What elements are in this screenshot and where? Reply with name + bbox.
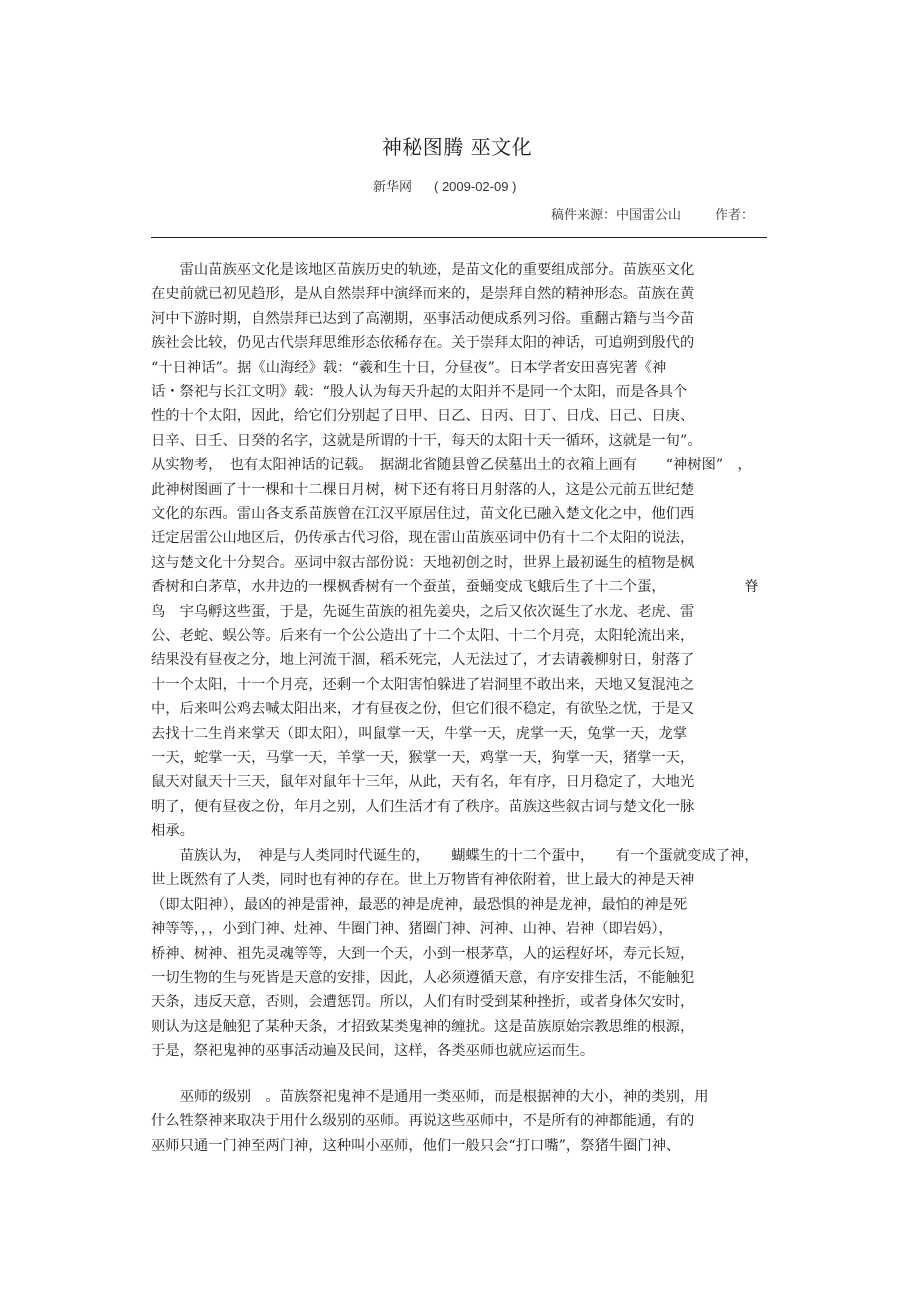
paragraph-line: 中，后来叫公鸡去喊太阳出来，才有昼夜之份，但它们很不稳定，有欲坠之忧，于是又 <box>151 701 695 718</box>
source-site: 新华网 <box>373 180 413 195</box>
paragraph-line: 日辛、日壬、日癸的名字，这就是所谓的十干，每天的太阳十天一循环，这就是一旬”。 <box>151 432 702 449</box>
paragraph-line: 鸟 宇乌孵这些蛋，于是，先诞生苗族的祖先姜央，之后又依次诞生了水龙、老虎、雷 <box>151 603 695 620</box>
paragraph-line: 这与楚文化十分契合。巫词中叙古部份说：天地初创之时，世界上最初诞生的植物是枫 <box>151 554 695 571</box>
paragraph-line: 河中下游时期，自然崇拜已达到了高潮期，巫事活动便成系列习俗。重翻古籍与当今苗 <box>151 310 695 327</box>
paragraph-line: 公、老蛇、蜈公等。后来有一个公公造出了十二个太阳、十二个月亮，太阳轮流出来， <box>151 628 695 644</box>
paragraph-line: 相承。 <box>151 823 194 840</box>
paragraph-line: 迁定居雷公山地区后，仍传承古代习俗，现在雷山苗族巫词中仍有十二个太阳的说法， <box>151 530 695 547</box>
paragraph-line: 神等等，，，小到门神、灶神、牛圈门神、猪圈门神、河神、山神、岩神（即岩妈）， <box>151 921 673 938</box>
source-label: 稿件来源：中国雷公山 <box>551 208 682 223</box>
paragraph-line: 则认为这是触犯了某种天条，才招致某类鬼神的缠扰。这是苗族原始宗教思维的根源， <box>151 1018 695 1035</box>
paragraph-line: 世上既然有了人类，同时也有神的存在。世上万物皆有神依附着，世上最大的神是天神 <box>151 872 695 889</box>
paragraph-line: 性的十个太阳，因此，给它们分别起了日甲、日乙、日丙、日丁、日戊、日己、日庚、 <box>151 408 695 425</box>
paragraph-line: 结果没有昼夜之分，地上河流干涸，稻禾死完，人无法过了，才去请羲柳射日，射落了 <box>151 652 695 669</box>
paragraph-line: “十日神话”。据《山海经》载：“羲和生十日，分昼夜”。日本学者安田喜宪著《神 <box>151 359 667 376</box>
header-divider <box>151 237 767 238</box>
paragraph-line: 巫师的级别 。苗族祭祀鬼神不是通用一类巫师，而是根据神的大小，神的类别，用 <box>151 1089 709 1105</box>
paragraph-line: 去找十二生肖来掌天（即太阳），叫鼠掌一天，牛掌一天，虎掌一天，兔掌一天，龙掌 <box>151 725 688 742</box>
paragraph-line: 什么牲祭神来取决于用什么级别的巫师。再说这些巫师中，不是所有的神都能通，有的 <box>151 1113 695 1130</box>
paragraph-line: 此神树图画了十一棵和十二棵日月树，树下还有将日月射落的人，这是公元前五世纪楚 <box>151 481 695 498</box>
paragraph-line: 从实物考， 也有太阳神话的记载。 据湖北省随县曾乙侯墓出土的衣箱上画有 “神树图” ， <box>151 457 752 474</box>
paragraph-line: 鼠天对鼠天十三天，鼠年对鼠年十三年，从此，天有名，年有序，日月稳定了，大地光 <box>151 774 695 791</box>
paragraph-line: 香树和白茅草，水井边的一棵枫香树有一个蚕茧，蚕蛹变成飞蛾后生了十二个蛋， 脊 <box>151 579 759 596</box>
paragraph-line: 雷山苗族巫文化是该地区苗族历史的轨迹，是苗文化的重要组成部分。苗族巫文化 <box>151 262 695 278</box>
article-meta <box>373 176 516 195</box>
paragraph-line: 话・祭祀与长江文明》载：“股人认为每天升起的太阳并不是同一个太阳，而是各具个 <box>151 384 688 400</box>
paragraph-line: 族社会比较，仍见古代崇拜思维形态依稀存在。关于崇拜太阳的神话，可追朔到殷代的 <box>151 335 695 352</box>
paragraph-line: 苗族认为， 神是与人类同时代诞生的， 蝴蝶生的十二个蛋中， 有一个蛋就变成了神， <box>151 848 759 864</box>
publish-date: ( 2009-02-09 ) <box>434 179 517 194</box>
article-title: 神秘图腾 巫文化 <box>381 135 533 159</box>
paragraph-line: 文化的东西。雷山各支系苗族曾在江汉平原居住过，苗文化已融入楚文化之中，他们西 <box>151 506 695 522</box>
author-label: 作者： <box>715 208 755 223</box>
paragraph-line: 明了，便有昼夜之份，年月之别，人们生活才有了秩序。苗族这些叙古词与楚文化一脉 <box>151 798 695 815</box>
paragraph-line: 桥神、树神、祖先灵魂等等，大到一个天，小到一根茅草，人的运程好坏，寿元长短， <box>151 945 695 962</box>
paragraph-line: （即太阳神），最凶的神是雷神，最恶的神是虎神，最恐惧的神是龙神，最怕的神是死 <box>151 896 688 913</box>
article-byline <box>551 204 754 223</box>
paragraph-line: 于是，祭祀鬼神的巫事活动遍及民间，这样，各类巫师也就应运而生。 <box>151 1043 595 1060</box>
paragraph-line: 一天，蛇掌一天，马掌一天，羊掌一天，猴掌一天，鸡掌一天，狗掌一天，猪掌一天， <box>151 750 695 766</box>
paragraph-line: 一切生物的生与死皆是天意的安排，因此，人必须遵循天意，有序安排生活，不能触犯 <box>151 970 695 986</box>
paragraph-line: 巫师只通一门神至两门神，这种叫小巫师，他们一般只会“打口嘴”，祭猪牛圈门神、 <box>151 1137 681 1154</box>
paragraph-line: 在史前就已初见趋形，是从自然崇拜中演绎而来的，是崇拜自然的精神形态。苗族在黄 <box>151 286 695 303</box>
paragraph-line: 十一个太阳，十一个月亮，还剩一个太阳害怕躲进了岩洞里不敢出来，天地又复混沌之 <box>151 676 695 693</box>
paragraph-line: 天条，违反天意，否则，会遭惩罚。所以，人们有时受到某种挫折，或者身体欠安时， <box>151 994 695 1011</box>
